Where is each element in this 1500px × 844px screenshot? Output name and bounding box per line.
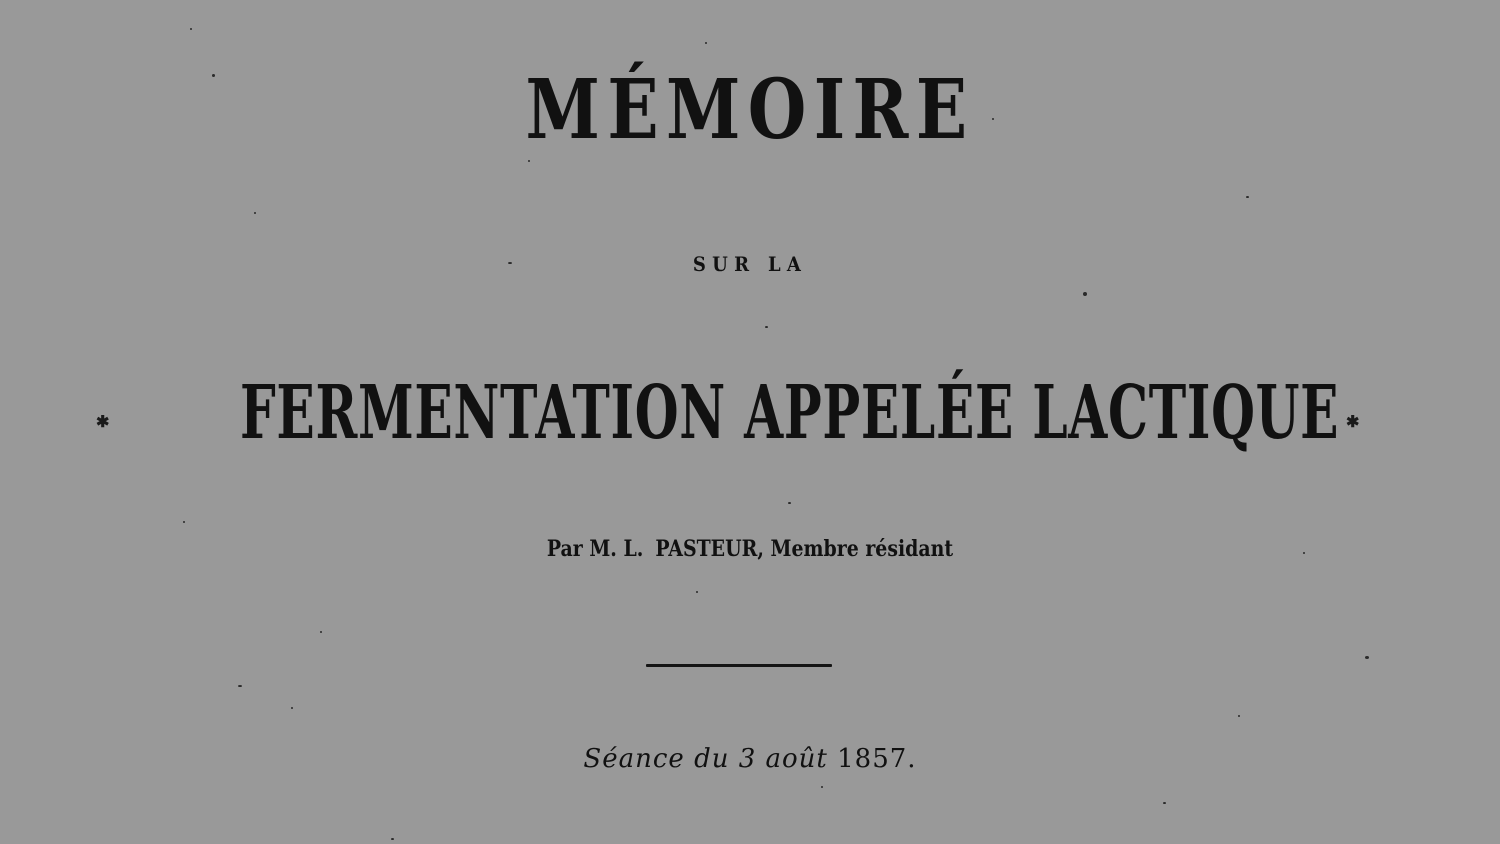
print-speck <box>705 42 707 44</box>
print-speck <box>821 786 823 788</box>
print-speck <box>1083 292 1087 296</box>
sur-la-subheading: SUR LA <box>692 252 808 276</box>
print-speck <box>1303 552 1305 554</box>
left-ornament-icon: ✱ <box>96 412 110 431</box>
byline-role: , Membre résidant <box>757 536 954 562</box>
print-speck <box>788 502 791 504</box>
byline-author: PASTEUR <box>655 536 758 562</box>
main-title: FERMENTATION APPELÉE LACTIQUE <box>240 370 1340 456</box>
print-speck <box>254 212 256 214</box>
print-speck <box>1246 196 1249 198</box>
memoire-heading: MÉMOIRE <box>525 62 975 158</box>
print-speck <box>190 28 192 30</box>
print-speck <box>238 685 242 687</box>
print-speck <box>696 591 698 593</box>
print-speck <box>183 521 185 523</box>
print-speck <box>212 74 215 77</box>
session-date <box>0 744 1500 774</box>
session-date-text: Séance du 3 août <box>583 744 828 774</box>
print-speck <box>1365 656 1369 659</box>
print-speck <box>391 838 394 840</box>
session-date-year: 1857. <box>837 744 917 774</box>
byline-prefix: Par M. L. <box>546 536 644 562</box>
print-speck <box>528 160 530 162</box>
print-speck <box>320 631 322 633</box>
right-ornament-icon: ✱ <box>1346 412 1360 431</box>
author-byline <box>105 536 1395 562</box>
print-speck <box>992 118 994 120</box>
print-speck <box>1238 715 1240 717</box>
print-speck <box>765 326 768 328</box>
print-speck <box>508 262 512 264</box>
print-speck <box>291 707 293 709</box>
print-speck <box>1163 802 1166 804</box>
divider-rule <box>646 664 832 667</box>
